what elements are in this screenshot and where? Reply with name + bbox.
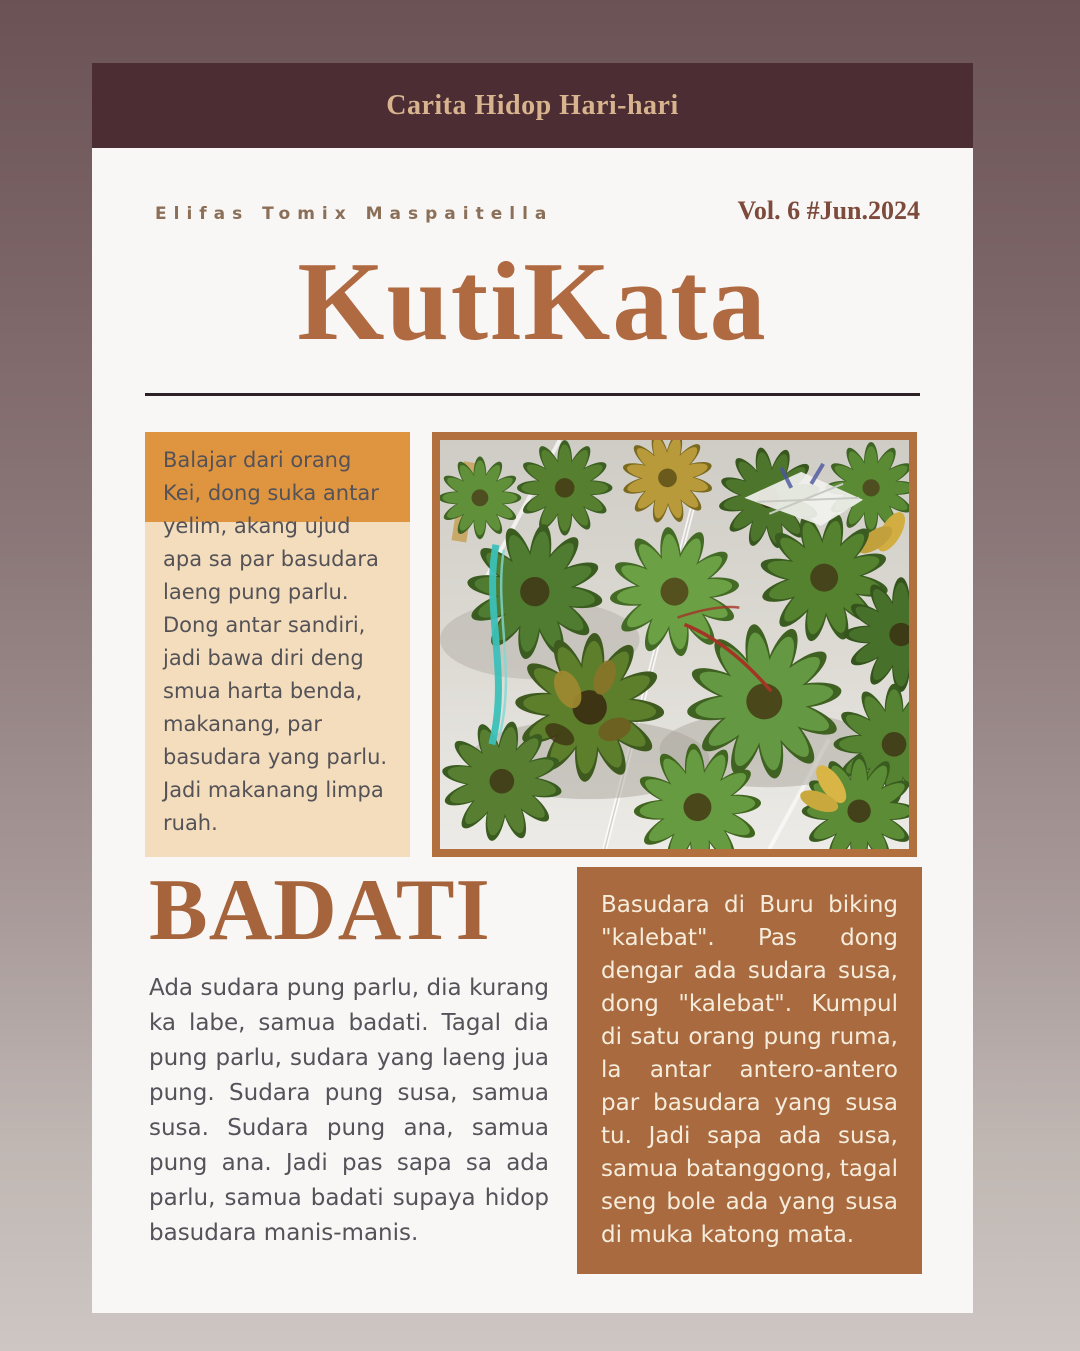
article-heading: BADATI [149,862,491,960]
banner-title: Carita Hidop Hari-hari [386,89,679,121]
banana-photo-illustration [440,440,909,849]
page-content [92,196,973,1274]
banner [92,63,973,148]
banana-photo [432,432,917,857]
sidebar-text: Basudara di Buru biking "kalebat". Pas dong dengar ada sudara susa, dong "kalebat". Kumpul di satu orang pung ruma, la antar antero-antero par basudara yang susa tu. Jadi sapa ada susa, samua batanggong, tagal seng bole ada yang susa di muka katong mata. [601,892,898,1249]
author-name: Elifas Tomix Maspaitella [155,204,554,224]
sidebar-box [577,867,922,1274]
newsletter-title: KutiKata [297,240,768,364]
volume-label: Vol. 6 #Jun.2024 [737,196,920,225]
intro-text: Balajar dari orang Kei, dong suka antar yelim, akang ujud apa sa par basudara laeng pung parlu. Dong antar sandiri, jadi bawa diri deng smua harta benda, makanang, par basudara yang parlu. Jadi makanang limpa ruah. [163,448,388,836]
article-body: Ada sudara pung parlu, dia kurang ka labe, samua badati. Tagal dia pung parlu, sudara yang laeng jua pung. Sudara pung susa, samua susa. Sudara pung ana, samua pung ana. Jadi pas sapa sa ada parlu, samua badati supaya hidop basudara manis-manis. [149,975,549,1247]
top-row [145,432,920,857]
bottom-row [145,862,920,1274]
masthead [145,196,920,226]
intro-box [145,432,410,857]
newsletter-page [92,63,973,1313]
article-column [145,862,555,1274]
divider-rule [145,393,920,396]
